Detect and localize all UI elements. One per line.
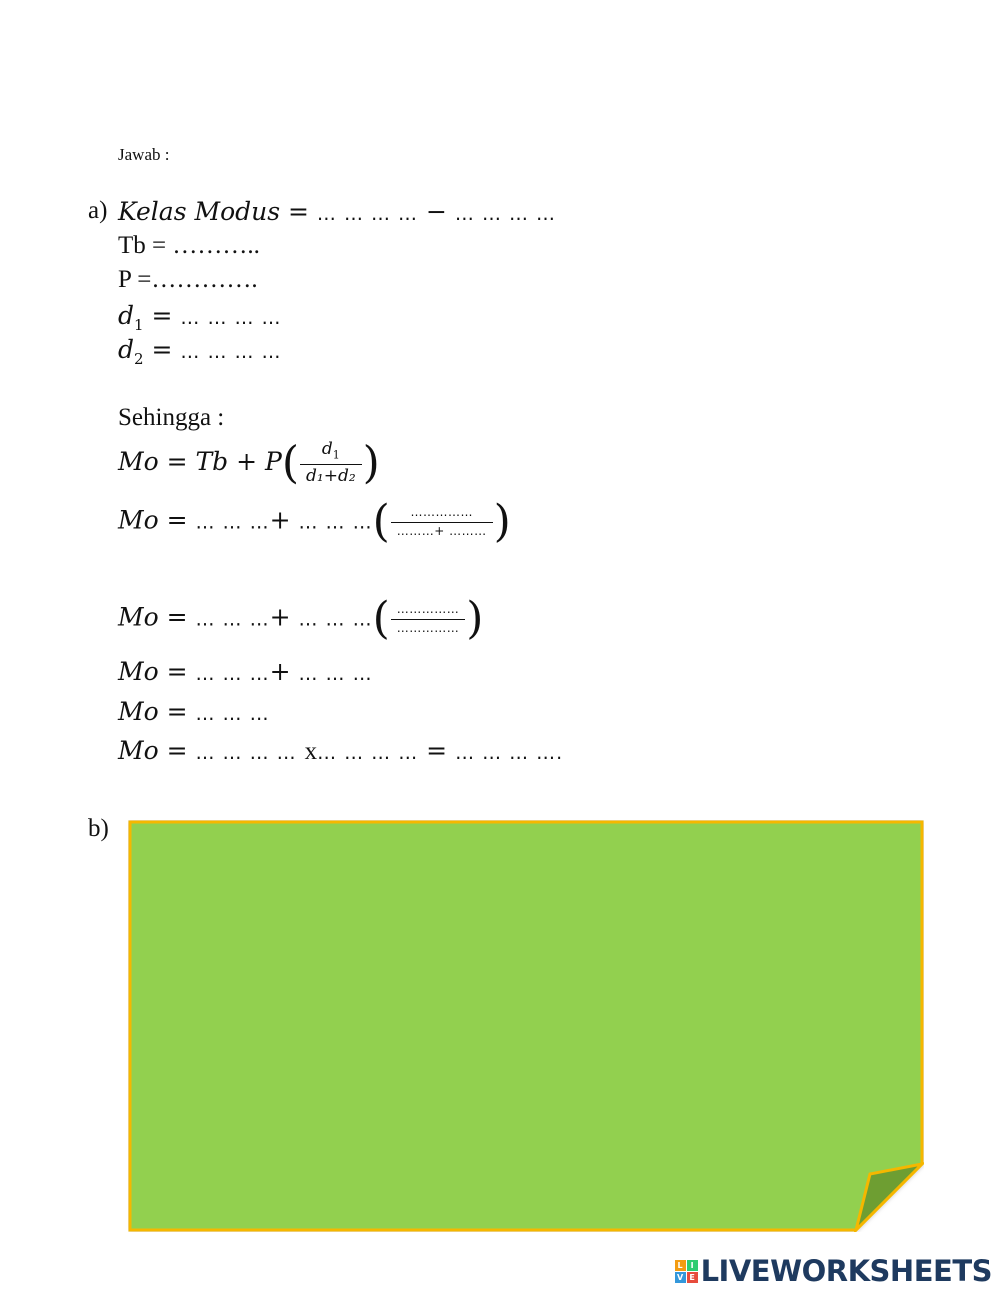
d2-blank[interactable]: … … … … xyxy=(180,341,282,363)
d2-line xyxy=(118,335,282,368)
logo-wordmark: LIVEWORKSHEETS xyxy=(700,1254,992,1288)
step2-numerator-blank[interactable]: …………… xyxy=(391,603,466,620)
step2-line xyxy=(118,593,484,644)
step3-plus: + xyxy=(269,657,291,686)
d1-line xyxy=(118,301,282,334)
d1-subscript: 1 xyxy=(134,316,144,334)
step3-blank-b[interactable]: … … … xyxy=(298,663,373,685)
step2-fraction xyxy=(391,603,466,636)
formula-num-var: d xyxy=(321,439,333,459)
logo-letter-e: E xyxy=(687,1272,698,1283)
step5-line xyxy=(118,736,563,766)
step1-line xyxy=(118,496,511,547)
step2-right-paren: ) xyxy=(466,593,484,644)
step3-blank-a[interactable]: … … … xyxy=(195,663,270,685)
mode-formula xyxy=(118,437,380,489)
step2-left-paren: ( xyxy=(372,593,390,644)
step2-blank-a[interactable]: … … … xyxy=(195,608,270,631)
kelas-modus-right-blank[interactable]: … … … … xyxy=(454,203,557,225)
liveworksheets-logo xyxy=(675,1254,992,1288)
step1-blank-a[interactable]: … … … xyxy=(195,511,270,534)
logo-letter-l: L xyxy=(675,1260,686,1271)
d2-var: d xyxy=(118,335,135,364)
step1-left-paren: ( xyxy=(372,496,390,547)
step2-plus: + xyxy=(269,602,291,632)
step5-blank-b[interactable]: … … … … xyxy=(317,742,419,764)
right-paren: ) xyxy=(362,437,380,489)
tb-line[interactable]: Tb = ……….. xyxy=(118,232,260,259)
d2-subscript: 2 xyxy=(134,350,144,368)
kelas-modus-lhs: Kelas Modus = xyxy=(118,197,309,226)
answer-panel[interactable] xyxy=(128,820,924,1232)
d1-equals: = xyxy=(151,301,173,330)
panel-body xyxy=(130,822,922,1230)
part-b-label: b) xyxy=(88,815,109,842)
formula-num-sub: 1 xyxy=(332,448,340,462)
d2-equals: = xyxy=(151,335,173,364)
jawab-label: Jawab : xyxy=(118,145,170,164)
step4-blank-a[interactable]: … … … xyxy=(195,703,270,725)
answer-panel-shape xyxy=(128,820,924,1232)
step2-blank-b[interactable]: … … … xyxy=(298,608,373,631)
step5-blank-c[interactable]: … … … …. xyxy=(455,742,564,764)
step3-lhs: Mo = xyxy=(118,657,188,686)
formula-lhs: Mo = Tb + P xyxy=(118,446,282,476)
logo-icon xyxy=(675,1260,698,1283)
p-line[interactable]: P =…………. xyxy=(118,266,258,293)
step3-line xyxy=(118,657,373,686)
sehingga-label: Sehingga : xyxy=(118,404,225,431)
step5-times: x xyxy=(304,738,318,765)
left-paren: ( xyxy=(281,437,300,489)
step1-right-paren: ) xyxy=(493,496,511,547)
step2-lhs: Mo = xyxy=(118,602,188,632)
formula-numerator xyxy=(300,440,362,465)
formula-fraction xyxy=(300,440,362,487)
step1-fraction xyxy=(391,506,493,539)
step4-lhs: Mo = xyxy=(118,697,188,726)
step1-blank-b[interactable]: … … … xyxy=(298,511,373,534)
step1-numerator-blank[interactable]: …………… xyxy=(391,506,493,523)
step1-plus: + xyxy=(269,505,291,535)
step1-denominator-blank[interactable]: ………+ ……… xyxy=(396,523,487,538)
step5-lhs: Mo = xyxy=(118,736,188,765)
kelas-modus-line xyxy=(118,197,556,226)
d1-blank[interactable]: … … … … xyxy=(180,307,282,329)
step5-blank-a[interactable]: … … … … xyxy=(195,742,297,764)
logo-letter-v: V xyxy=(675,1272,686,1283)
step4-line xyxy=(118,697,270,726)
formula-denominator: d₁+d₂ xyxy=(306,466,356,487)
part-a-label: a) xyxy=(88,197,108,224)
d1-var: d xyxy=(118,301,135,330)
step5-equals: = xyxy=(426,736,448,765)
kelas-modus-minus: − xyxy=(426,197,447,226)
step2-denominator-blank[interactable]: …………… xyxy=(396,620,460,635)
logo-letter-i: I xyxy=(687,1260,698,1271)
kelas-modus-left-blank[interactable]: … … … … xyxy=(316,203,419,225)
step1-lhs: Mo = xyxy=(118,505,188,535)
